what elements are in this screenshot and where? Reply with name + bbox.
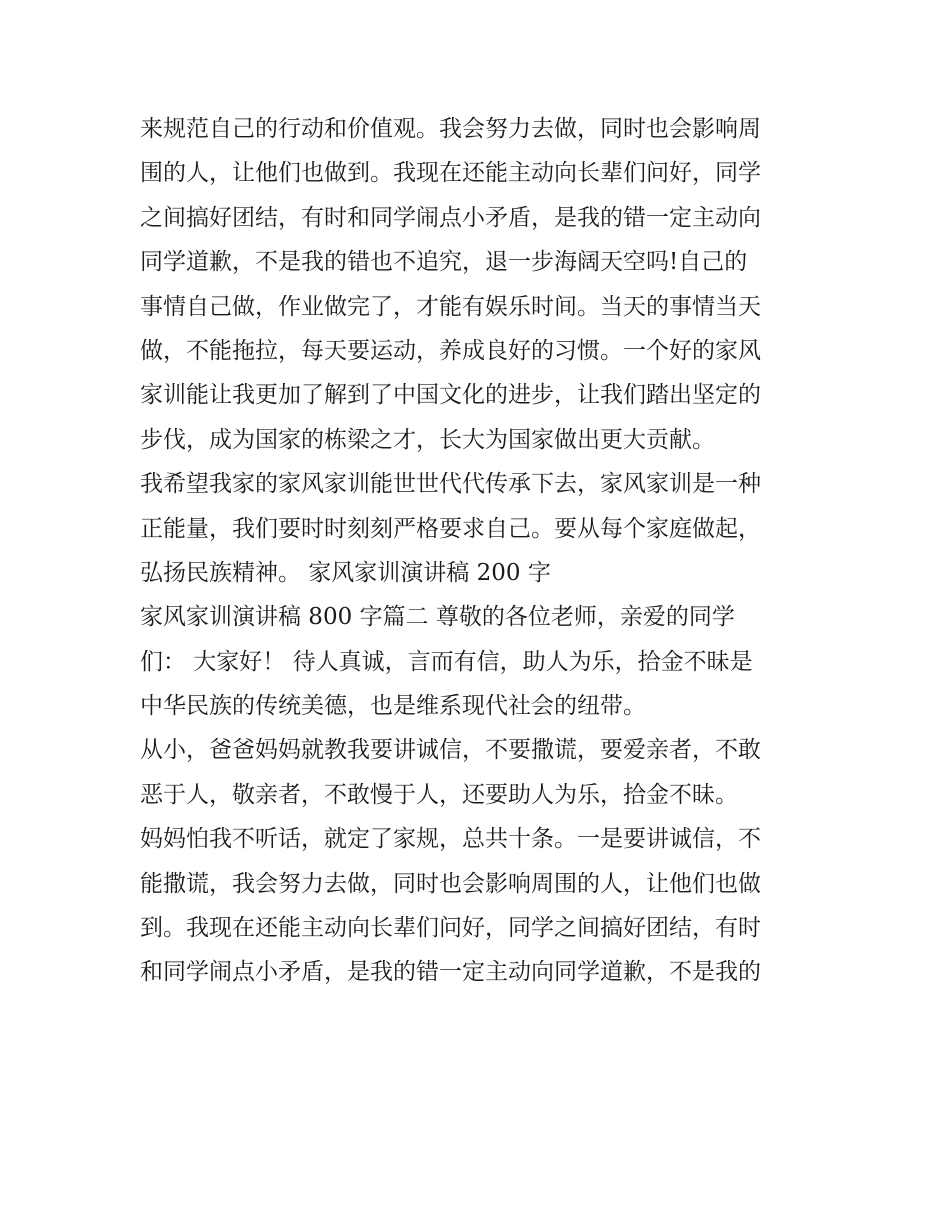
- text-line: 围的人，让他们也做到。我现在还能主动向长辈们问好，同学: [140, 160, 761, 187]
- text-line: 来规范自己的行动和价值观。我会努力去做，同时也会影响周: [140, 116, 761, 142]
- text-line: 能撒谎，我会努力去做，同时也会影响周围的人，让他们也做: [140, 870, 761, 897]
- text-line: 我希望我家的家风家训能世世代代传承下去，家风家训是一种: [140, 471, 761, 498]
- text-line: 事情自己做，作业做完了，才能有娱乐时间。当天的事情当天: [140, 293, 761, 320]
- text-line: 恶于人，敬亲者，不敢慢于人，还要助人为乐，拾金不昧。: [140, 781, 738, 808]
- text-line: 之间搞好团结，有时和同学闹点小矛盾，是我的错一定主动向: [140, 204, 761, 231]
- text-line: 步伐，成为国家的栋梁之才，长大为国家做出更大贡献。: [140, 426, 715, 453]
- text-line: 做，不能拖拉，每天要运动，养成良好的习惯。一个好的家风: [140, 337, 761, 364]
- text-line: 从小，爸爸妈妈就教我要讲诚信，不要撒谎，要爱亲者，不敢: [140, 737, 761, 764]
- text-line: 到。我现在还能主动向长辈们问好，同学之间搞好团结，有时: [140, 915, 761, 942]
- document-body: [140, 107, 820, 995]
- text-line: 弘扬民族精神。 家风家训演讲稿 200 字: [140, 559, 551, 586]
- text-line: 和同学闹点小矛盾，是我的错一定主动向同学道歉，不是我的: [140, 959, 761, 986]
- text-line: 正能量，我们要时时刻刻严格要求自己。要从每个家庭做起，: [140, 515, 761, 542]
- text-line: 妈妈怕我不听话，就定了家规，总共十条。一是要讲诚信，不: [140, 826, 761, 853]
- text-line: 同学道歉，不是我的错也不追究，退一步海阔天空吗!自己的: [140, 249, 748, 276]
- text-line: 们： 大家好！ 待人真诚，言而有信，助人为乐，拾金不昧是: [140, 648, 753, 675]
- text-line: 中华民族的传统美德，也是维系现代社会的纽带。: [140, 693, 646, 720]
- text-line: 家训能让我更加了解到了中国文化的进步，让我们踏出坚定的: [140, 382, 761, 409]
- text-line: 家风家训演讲稿 800 字篇二 尊敬的各位老师，亲爱的同学: [140, 604, 735, 631]
